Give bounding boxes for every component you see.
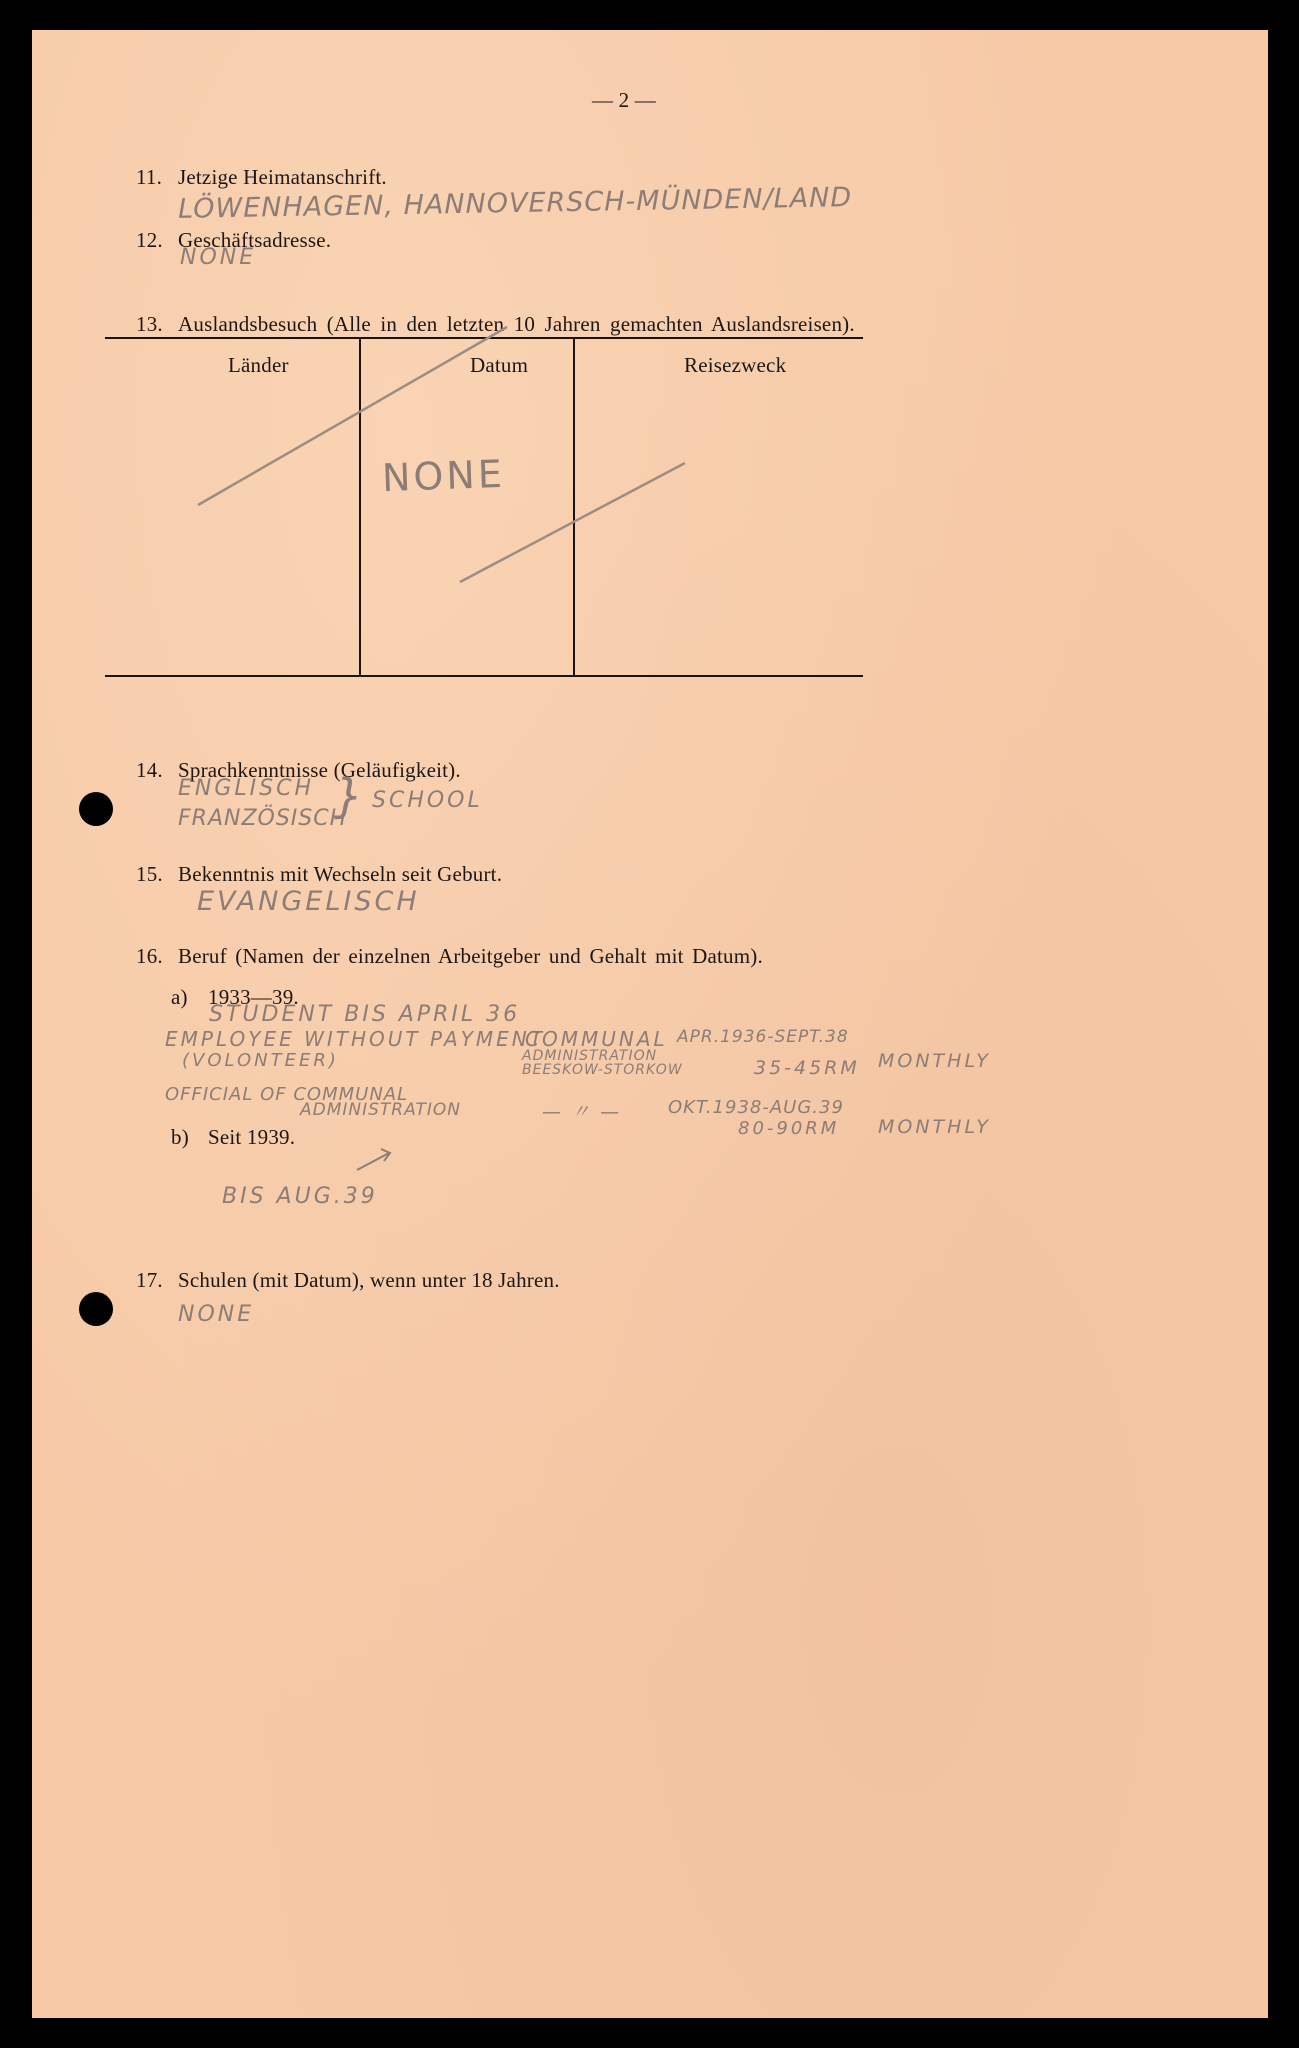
q16-monthly-2[interactable]: MONTHLY bbox=[878, 1116, 991, 1138]
q13-label: Auslandsbesuch (Alle in den letzten 10 Jahren gemachten Auslandsreisen). bbox=[178, 312, 855, 336]
q16a-label: a) bbox=[171, 985, 188, 1009]
q16-official-admin[interactable]: ADMINISTRATION bbox=[300, 1100, 462, 1120]
col-header-laender: Länder bbox=[228, 353, 289, 377]
q16-communal[interactable]: COMMUNAL bbox=[525, 1027, 668, 1051]
form-page bbox=[32, 30, 1268, 2018]
q14-answer-english[interactable]: ENGLISCH bbox=[178, 776, 315, 801]
q14-note[interactable]: SCHOOL bbox=[372, 788, 483, 813]
q16-dates-1[interactable]: APR.1936-SEPT.38 bbox=[677, 1027, 849, 1047]
q16-administration[interactable]: ADMINISTRATION bbox=[522, 1048, 658, 1064]
col-header-datum: Datum bbox=[470, 353, 529, 377]
q16-volonteer[interactable]: (VOLONTEER) bbox=[182, 1050, 339, 1071]
q15-answer[interactable]: EVANGELISCH bbox=[197, 886, 420, 917]
q16-salary-2[interactable]: 80-90RM bbox=[738, 1118, 840, 1139]
q16-ditto[interactable]: — 〃 — bbox=[542, 1101, 622, 1123]
q15-number: 15. bbox=[136, 862, 163, 886]
q16-employee[interactable]: EMPLOYEE WITHOUT PAYMENT bbox=[165, 1027, 545, 1051]
q16b-label: b) bbox=[171, 1125, 189, 1149]
q16-label: Beruf (Namen der einzelnen Arbeitgeber und Gehalt mit Datum). bbox=[178, 944, 763, 968]
q14-answer-french[interactable]: FRANZÖSISCH bbox=[178, 806, 348, 831]
q11-answer[interactable]: LÖWENHAGEN, HANNOVERSCH-MÜNDEN/LAND bbox=[177, 182, 853, 225]
q16-salary-1[interactable]: 35-45RM bbox=[754, 1057, 860, 1079]
q11-label: Jetzige Heimatanschrift. bbox=[178, 165, 387, 189]
q16a-period: 1933—39. bbox=[208, 985, 299, 1009]
q17-number: 17. bbox=[136, 1268, 163, 1292]
q17-answer[interactable]: NONE bbox=[178, 1302, 255, 1327]
q16-student[interactable]: STUDENT BIS APRIL 36 bbox=[209, 1002, 521, 1027]
q13-answer[interactable]: NONE bbox=[381, 451, 506, 501]
q16b-period: Seit 1939. bbox=[208, 1125, 296, 1149]
q14-label: Sprachkenntnisse (Geläufigkeit). bbox=[178, 758, 461, 782]
page-number: — 2 — bbox=[592, 88, 656, 112]
q12-answer[interactable]: NONE bbox=[180, 245, 257, 270]
q16-dates-2[interactable]: OKT.1938-AUG.39 bbox=[668, 1097, 844, 1118]
col-header-reisezweck: Reisezweck bbox=[684, 353, 787, 377]
q16-official[interactable]: OFFICIAL OF COMMUNAL bbox=[165, 1084, 409, 1105]
q16-monthly-1[interactable]: MONTHLY bbox=[878, 1050, 991, 1072]
q14-brace: } bbox=[334, 769, 364, 823]
q15-label: Bekenntnis mit Wechseln seit Geburt. bbox=[178, 862, 503, 886]
q17-label: Schulen (mit Datum), wenn unter 18 Jahren. bbox=[178, 1268, 560, 1292]
q12-label: Geschäftsadresse. bbox=[178, 228, 332, 252]
q16-number: 16. bbox=[136, 944, 163, 968]
q14-number: 14. bbox=[136, 758, 163, 782]
q12-number: 12. bbox=[136, 228, 163, 252]
q11-number: 11. bbox=[136, 165, 163, 189]
q16-beeskow[interactable]: BEESKOW-STORKOW bbox=[522, 1062, 683, 1078]
q16-bis[interactable]: BIS AUG.39 bbox=[222, 1184, 378, 1209]
q13-number: 13. bbox=[136, 312, 163, 336]
